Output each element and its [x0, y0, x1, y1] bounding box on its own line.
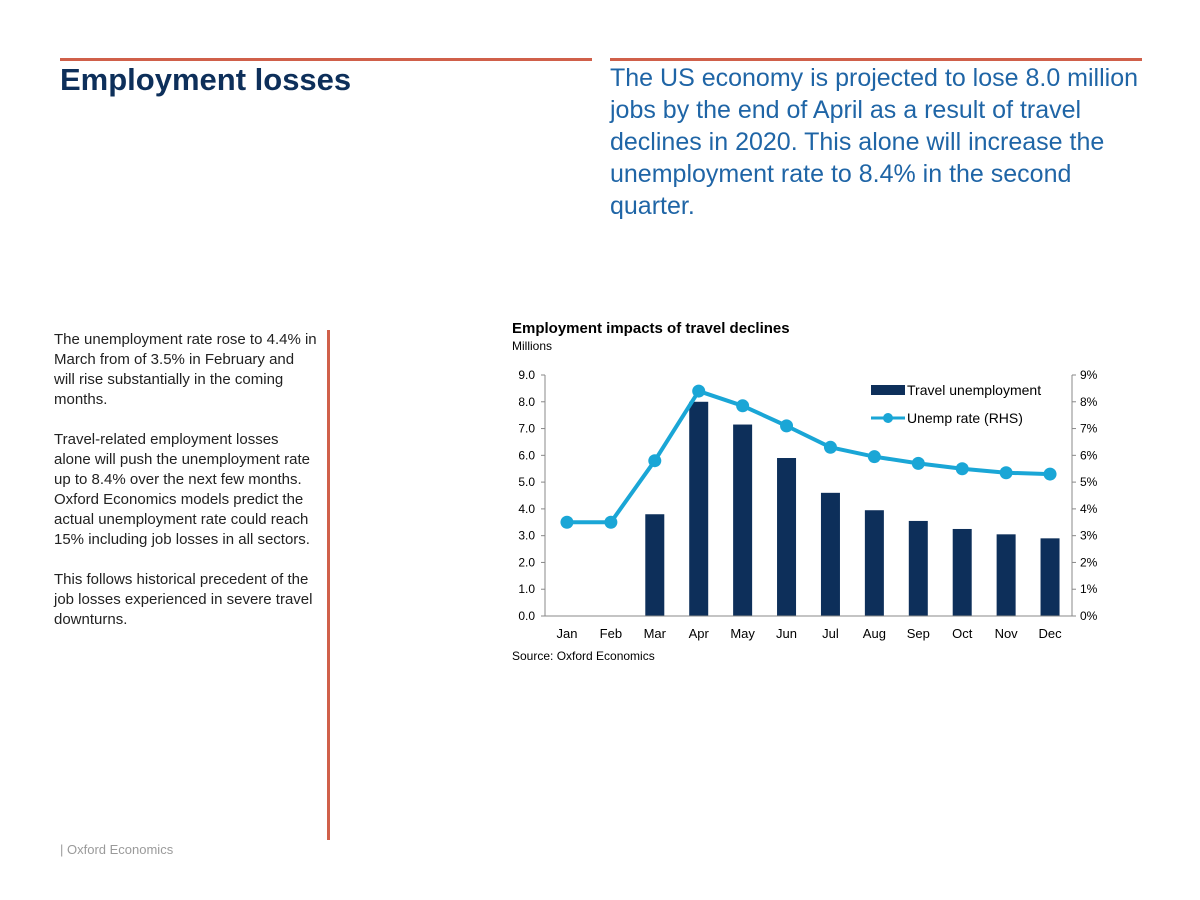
- left-tick-label: 9.0: [518, 368, 535, 382]
- legend-bar-swatch: [871, 385, 905, 395]
- unemp-rate-point-oct: [956, 462, 969, 475]
- bar-sep: [909, 521, 928, 616]
- bar-jul: [821, 493, 840, 616]
- bar-series: [645, 402, 1059, 616]
- vertical-divider: [327, 330, 330, 840]
- unemp-rate-point-dec: [1044, 468, 1057, 481]
- left-tick-label: 7.0: [518, 421, 535, 436]
- bar-may: [733, 425, 752, 616]
- body-paragraph-2: Travel-related employment losses alone will push the unemployment rate up to 8.4% over the next few months. Oxford Economics models predict the actual unemployment rate could reach 15% including job losses in all sectors.: [54, 431, 310, 548]
- body-paragraph-1: The unemployment rate rose to 4.4% in March from of 3.5% in February and will rise substantially in the coming months.: [54, 331, 317, 408]
- right-tick-label: 2%: [1080, 555, 1098, 570]
- chart-legend: [871, 382, 1041, 426]
- left-tick-label: 5.0: [518, 475, 535, 490]
- unemp-rate-point-may: [736, 399, 749, 412]
- left-tick-label: 6.0: [518, 448, 535, 463]
- line-series: [560, 385, 1056, 529]
- left-tick-label: 1.0: [518, 582, 535, 597]
- bar-oct: [953, 529, 972, 616]
- bar-dec: [1041, 538, 1060, 616]
- body-paragraph-3: This follows historical precedent of the job losses experienced in severe travel downturns.: [54, 571, 313, 628]
- right-tick-label: 4%: [1080, 501, 1098, 516]
- legend-line-marker: [883, 413, 893, 423]
- bar-apr: [689, 402, 708, 616]
- legend-line-label: Unemp rate (RHS): [907, 410, 1023, 426]
- right-tick-label: 5%: [1080, 475, 1098, 490]
- x-tick-label: Nov: [994, 626, 1018, 641]
- unemp-rate-point-aug: [868, 450, 881, 463]
- body-text: [54, 330, 319, 650]
- right-tick-label: 3%: [1080, 528, 1098, 543]
- bar-mar: [645, 514, 664, 616]
- x-tick-label: Sep: [906, 626, 930, 641]
- legend-bar-label: Travel unemployment: [907, 382, 1042, 398]
- title-rule: [60, 58, 592, 61]
- x-tick-label: Oct: [952, 626, 973, 641]
- unemp-rate-point-sep: [912, 457, 925, 470]
- bar-nov: [997, 534, 1016, 616]
- right-tick-label: 7%: [1080, 421, 1098, 436]
- headline-text: The US economy is projected to lose 8.0 million jobs by the end of April as a result of travel declines in 2020. This alone will increase the unemployment rate to 8.4% in the second quarter.: [610, 64, 1139, 220]
- employment-chart: [500, 360, 1100, 650]
- x-tick-label: Dec: [1038, 626, 1062, 641]
- right-axis: [1072, 368, 1098, 623]
- unemp-rate-point-feb: [604, 516, 617, 529]
- unemp-rate-point-jul: [824, 441, 837, 454]
- headline-rule: [610, 58, 1142, 61]
- page-title: Employment losses: [60, 62, 352, 97]
- unemp-rate-point-jan: [560, 516, 573, 529]
- unemp-rate-point-jun: [780, 419, 793, 432]
- x-tick-label: Mar: [643, 626, 666, 641]
- x-tick-label: Jun: [776, 626, 798, 641]
- chart-y-axis-label: Millions: [512, 339, 553, 353]
- left-tick-label: 4.0: [518, 501, 535, 516]
- right-tick-label: 6%: [1080, 448, 1098, 463]
- right-tick-label: 0%: [1080, 609, 1098, 623]
- left-tick-label: 8.0: [518, 394, 535, 409]
- bar-jun: [777, 458, 796, 616]
- x-tick-label: Apr: [688, 626, 709, 641]
- x-tick-label: Jan: [556, 626, 578, 641]
- bar-aug: [865, 510, 884, 616]
- right-tick-label: 9%: [1080, 368, 1098, 382]
- x-tick-label: Feb: [599, 626, 623, 641]
- left-tick-label: 2.0: [518, 555, 535, 570]
- left-tick-label: 3.0: [518, 528, 535, 543]
- chart-source: Source: Oxford Economics: [512, 649, 655, 663]
- x-tick-label: Jul: [822, 626, 839, 641]
- unemp-rate-point-apr: [692, 385, 705, 398]
- right-tick-label: 1%: [1080, 582, 1098, 597]
- left-tick-label: 0.0: [518, 609, 535, 623]
- left-axis: [518, 368, 545, 623]
- x-axis: [545, 616, 1072, 641]
- unemp-rate-point-mar: [648, 454, 661, 467]
- x-tick-label: May: [730, 626, 755, 641]
- x-tick-label: Aug: [862, 626, 886, 641]
- chart-title: Employment impacts of travel declines: [512, 320, 790, 337]
- footer-brand: | Oxford Economics: [60, 842, 174, 857]
- right-tick-label: 8%: [1080, 394, 1098, 409]
- unemp-rate-point-nov: [1000, 466, 1013, 479]
